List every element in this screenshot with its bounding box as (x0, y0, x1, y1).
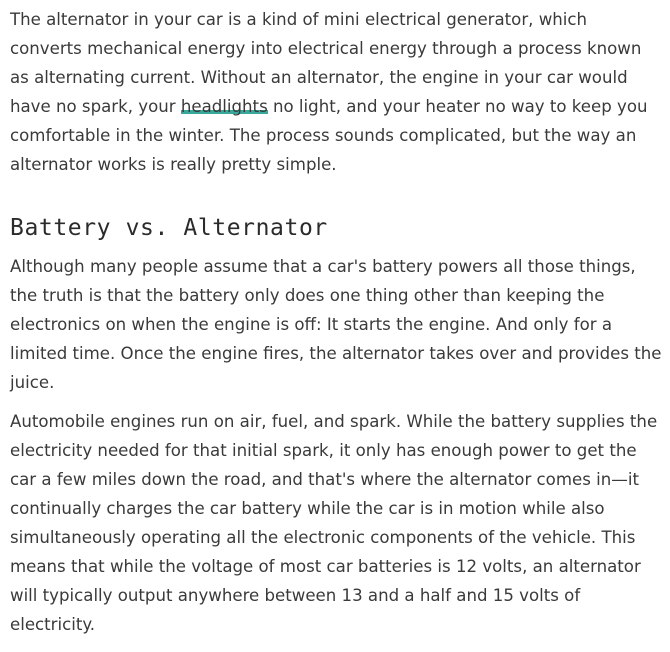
engine-paragraph: Automobile engines run on air, fuel, and spark. While the battery supplies the electricity needed for that initial spark, it only has enough power to get the car a few miles down the road, and that's where the alternator comes in—it continually charges the car battery while the car is in motion while also simultaneously operating all the electronic components of the vehicle. This means that while the voltage of most car batteries is 12 volts, an alternator will typically output anywhere between 13 and a half and 15 volts of electricity. (10, 412, 658, 634)
intro-paragraph (10, 5, 662, 179)
section-heading: Battery vs. Alternator (10, 215, 328, 241)
battery-paragraph: Although many people assume that a car's battery powers all those things, the truth is that the battery only does one thing other than keeping the electronics on when the engine is off: It starts the engine. And only for a limited time. Once the engine fires, the alternator takes over and provides the juice. (10, 257, 662, 392)
intro-text-after-link: no light, and your heater no way to keep you comfortable in the winter. The process sounds complicated, but the way an alternator works is really pretty simple. (10, 97, 648, 174)
intro-text-before-link: The alternator in your car is a kind of mini electrical generator, which converts mechanical energy into electrical energy through a process known as alternating current. Without an alternator, the engine in your car would have no spark, your (10, 10, 642, 116)
headlights-link[interactable]: headlights (180, 97, 268, 116)
article-body (10, 5, 662, 634)
